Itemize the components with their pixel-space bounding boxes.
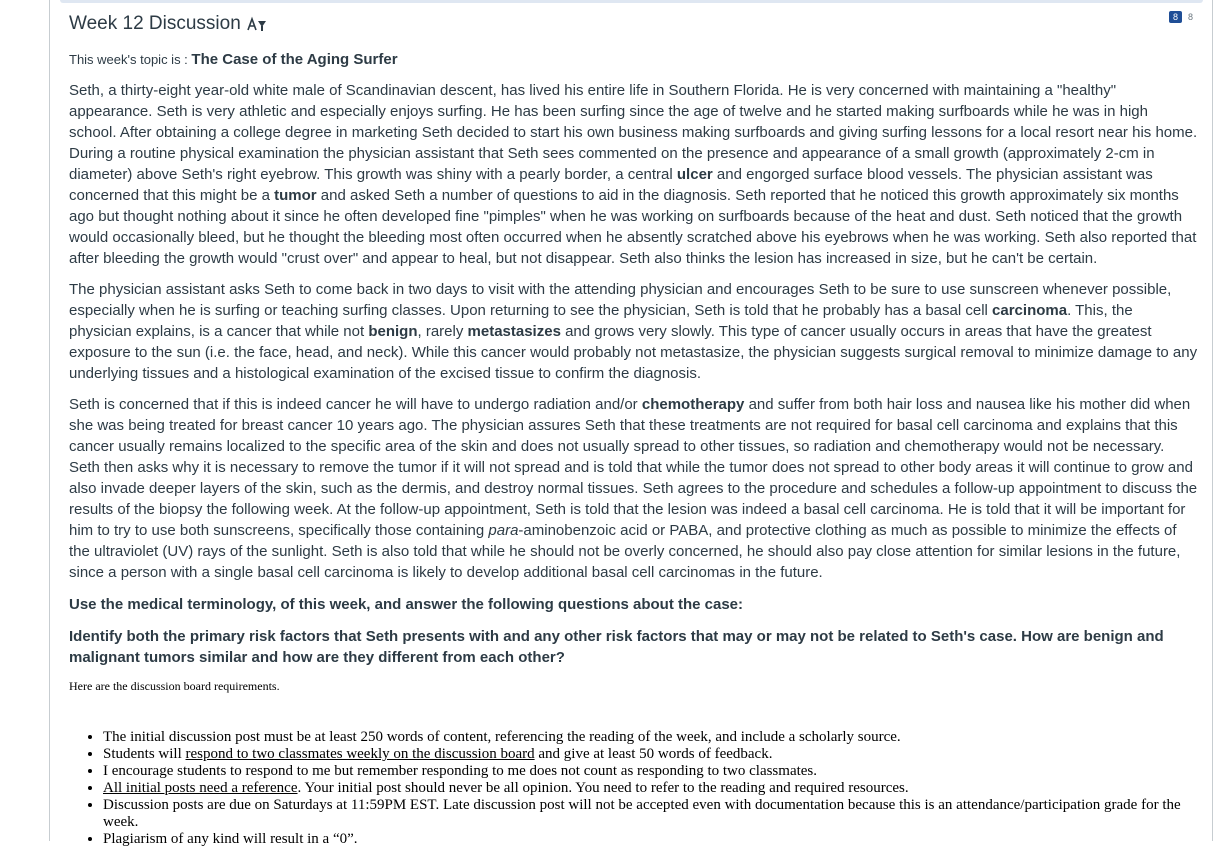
unread-badge: 8: [1169, 11, 1182, 23]
text: and engorged surface blood vessels. The physician assistant was concerned that this might be a: [69, 166, 1153, 204]
text: Students will: [103, 746, 186, 762]
text: . This, the physician explains, is a cancer that while not: [69, 302, 1133, 340]
italic-para: para: [488, 522, 519, 539]
term-benign: benign: [368, 323, 418, 340]
text: and asked Seth a number of questions to aid in the diagnosis. Seth reported that he noticed this growth approximately six months ago but thought nothing about it since he often developed fine "pimples" when he was working on surfboards because of the heat and dust. Seth noticed that the growth would occasionally bleed, but he thought the bleeding most often occurred when he absently scratched above his eyebrows when he was working. Seth also reported that after bleeding the growth would "crust over" and appear to heal, but not disappear. Seth also thinks the lesion has increased in size, but he can't be certain.: [69, 187, 1197, 267]
title-row: [69, 10, 1199, 38]
requirements-list: [69, 729, 1199, 848]
text: and give at least 50 words of feedback.: [534, 746, 773, 762]
term-ulcer: ulcer: [676, 166, 713, 183]
text: and suffer from both hair loss and nausea like his mother did when she was being treated for breast cancer 10 years ago. The physician assures Seth that these treatments are not required for basal cell carcinoma and explains that this cancer usually remains localized to the specific area of the skin and does not usually spread to other tissues, so radiation and chemotherapy would not be necessary. Seth then asks why it is necessary to remove the tumor if it will not spread and is told that while the tumor does not spread to other body areas it will continue to grow and also invade deeper layers of the skin, such as the dermis, and destroy normal tissues. Seth agrees to the procedure and schedules a follow-up appointment to discuss the results of the biopsy the following week. At the follow-up appointment, Seth is told that the lesion was indeed a basal cell carcinoma. He is told that it will be important for him to try to use both sunscreens, specifically those containing: [69, 396, 1198, 539]
underlined-text: All initial posts need a reference: [103, 780, 298, 796]
case-paragraph-3: [69, 394, 1199, 583]
top-highlight-bar: [60, 0, 1203, 3]
text: -aminobenzoic acid or PABA, and protective clothing as much as possible to minimize the effects of the ultraviolet (UV) rays of the sunlight. Seth is also told that while he should not be overly concerned, he should also pay close attention for similar lesions in the future, since a person with a single basal cell carcinoma is likely to develop additional basal cell carcinomas in the future.: [69, 522, 1181, 581]
requirements-intro: Here are the discussion board requirements.: [69, 679, 280, 693]
term-chemotherapy: chemotherapy: [641, 396, 745, 413]
list-item: • Discussion posts are due on Saturdays at 11:59PM EST. Late discussion post will not be accepted even with documentation because this is an attendance/participation grade for the week.: [103, 797, 1199, 831]
text: Seth, a thirty-eight year-old white male of Scandinavian descent, has lived his entire life in Southern Florida. He is very concerned with maintaining a "healthy" appearance. Seth is very athletic and especially enjoys surfing. He has been surfing since the age of twelve and he started making surfboards while he was in high school. After obtaining a college degree in marketing Seth decided to start his own business making surfboards and giving surfing lessons for a local resort near his home. During a routine physical examination the physician assistant that Seth sees commented on the presence and appearance of a small growth (approximately 2-cm in diameter) above Seth's right eyebrow. This growth was shiny with a pearly border, a central: [69, 82, 1198, 183]
topic-label: This week's topic is :: [69, 52, 188, 67]
total-count: 8: [1187, 12, 1193, 22]
instructions-heading: Use the medical terminology, of this week, and answer the following questions about the case:: [69, 596, 744, 613]
list-item: • The initial discussion post must be at least 250 words of content, referencing the reading of the week, and include a scholarly source.: [103, 729, 1199, 746]
case-paragraph-2: [69, 279, 1199, 384]
left-border: [49, 0, 50, 841]
list-item: [103, 746, 1199, 763]
underlined-text: respond to two classmates weekly on the discussion board: [185, 746, 535, 762]
topic-name: The Case of the Aging Surfer: [191, 51, 398, 68]
right-border: [1212, 0, 1213, 841]
text: , rarely: [417, 323, 468, 340]
unread-indicator: [1169, 11, 1193, 23]
text: Seth is concerned that if this is indeed cancer he will have to undergo radiation and/or: [69, 396, 642, 413]
text: and grows very slowly. This type of cancer usually occurs in areas that have the greatest exposure to the sun (i.e. the face, head, and neck). While this cancer would probably not metastasize, the physician suggests surgical removal to minimize damage to any underlying tissues and a histological examination of the excised tissue to confirm the diagnosis.: [69, 323, 1198, 382]
list-item: • Plagiarism of any kind will result in a “0”.: [103, 831, 1199, 848]
term-tumor: tumor: [274, 187, 317, 204]
list-item: [103, 780, 1199, 797]
case-paragraph-1: [69, 80, 1199, 269]
term-metastasizes: metastasizes: [467, 323, 561, 340]
sort-descending-icon[interactable]: [247, 16, 267, 32]
topic-line: [69, 51, 1199, 68]
text: The physician assistant asks Seth to come back in two days to visit with the attending physician and encourages Seth to be sure to use sunscreen whenever possible, especially when he is surfing or teaching surfing classes. Upon returning to see the physician, Seth is told that he probably has a basal cell: [69, 281, 1172, 319]
page-title: Week 12 Discussion: [69, 13, 241, 34]
text: . Your initial post should never be all opinion. You need to refer to the reading and required resources.: [297, 780, 909, 796]
discussion-content: [69, 10, 1199, 848]
discussion-question: Identify both the primary risk factors that Seth presents with and any other risk factors that may or may not be related to Seth's case. How are benign and malignant tumors similar and how are they different from each other?: [69, 628, 1164, 666]
term-carcinoma: carcinoma: [992, 302, 1068, 319]
list-item: • I encourage students to respond to me but remember responding to me does not count as responding to two classmates.: [103, 763, 1199, 780]
